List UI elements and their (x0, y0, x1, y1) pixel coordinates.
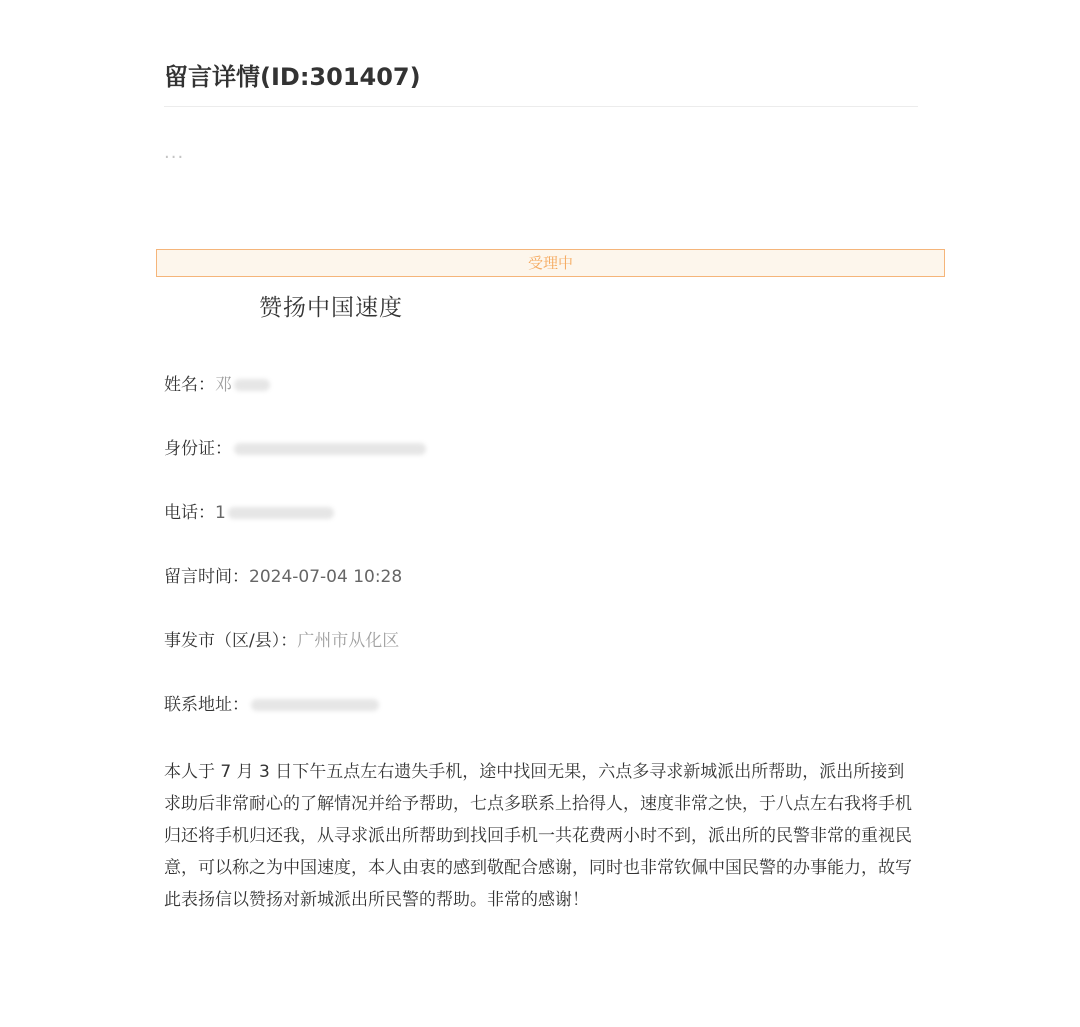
name-value: 邓 (215, 375, 232, 395)
message-time-value: 2024-07-04 10:28 (249, 567, 403, 587)
phone-field (164, 500, 334, 526)
contact-address-field (164, 692, 379, 718)
title-divider (164, 106, 918, 107)
id-card-field (164, 436, 426, 462)
incident-city-value: 广州市从化区 (297, 631, 400, 651)
phone-label: 电话： (164, 503, 215, 523)
message-time-label: 留言时间： (164, 567, 249, 587)
message-content: 本人于 7 月 3 日下午五点左右遗失手机，途中找回无果，六点多寻求新城派出所帮助，派出所接到求助后非常耐心的了解情况并给予帮助，七点多联系上拾得人，速度非常之快，于八点左右我将手机归还将手机归还我，从寻求派出所帮助到找回手机一共花费两小时不到，派出所的民警非常的重视民意，可以称之为中国速度，本人由衷的感到敬配合感谢，同时也非常钦佩中国民警的办事能力，故写此表扬信以赞扬对新城派出所民警的帮助。非常的感谢！ (164, 762, 912, 910)
incident-city-field (164, 628, 399, 654)
message-time-field (164, 564, 402, 590)
phone-value: 1 (215, 503, 226, 523)
name-label: 姓名： (164, 375, 215, 395)
status-badge: 受理中 (156, 249, 945, 277)
more-dots-icon: ··· (164, 147, 185, 168)
incident-city-label: 事发市（区/县）： (164, 631, 298, 651)
redacted-address (251, 699, 379, 711)
page-title: 留言详情(ID:301407) (164, 63, 421, 91)
redacted-id-card (234, 443, 426, 455)
name-field (164, 372, 270, 398)
message-subject: 赞扬中国速度 (259, 295, 403, 321)
redacted-phone (228, 507, 334, 519)
id-card-label: 身份证： (164, 439, 232, 459)
contact-address-label: 联系地址： (164, 695, 249, 715)
redacted-name (234, 379, 270, 391)
